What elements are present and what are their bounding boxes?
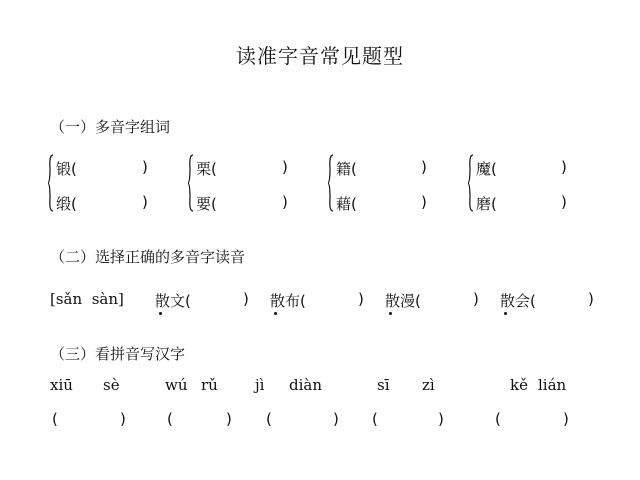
word-4: 散会( — [500, 292, 536, 310]
pinyin-syllable: sī — [377, 376, 390, 394]
word-1-close: ) — [243, 290, 249, 308]
pinyin-syllable: lián — [538, 376, 567, 394]
pinyin-syllable: zì — [422, 376, 435, 394]
pinyin-syllable: kě — [510, 376, 528, 394]
pinyin-syllable: jì — [255, 376, 265, 394]
group-3-top-close: ) — [421, 158, 427, 176]
pinyin-syllable: wú — [165, 376, 188, 394]
answer-paren-open: ( — [266, 410, 272, 428]
emphasis-dot — [389, 312, 392, 315]
group-3-bottom: 藉( — [336, 195, 357, 213]
pinyin-syllable: diàn — [289, 376, 323, 394]
answer-paren-close: ) — [438, 410, 444, 428]
pinyin-syllable: xiū — [50, 376, 73, 394]
group-2-bottom: 要( — [196, 195, 217, 213]
answer-paren-close: ) — [226, 410, 232, 428]
section-heading-1: （一）多音字组词 — [50, 118, 171, 136]
group-2-top: 栗( — [196, 160, 217, 178]
emphasis-dot — [274, 312, 277, 315]
emphasis-dot — [159, 312, 162, 315]
brace-icon — [48, 154, 54, 212]
page-title: 读准字音常见题型 — [236, 44, 404, 68]
answer-paren-close: ) — [563, 410, 569, 428]
group-3-top: 籍( — [336, 160, 357, 178]
group-2-top-close: ) — [282, 158, 288, 176]
group-2-bottom-close: ) — [282, 193, 288, 211]
answer-paren-close: ) — [120, 410, 126, 428]
word-3: 散漫( — [385, 292, 421, 310]
word-2: 散布( — [270, 292, 306, 310]
word-4-close: ) — [588, 290, 594, 308]
brace-icon — [188, 154, 194, 212]
answer-paren-open: ( — [167, 410, 173, 428]
group-4-top-close: ) — [561, 158, 567, 176]
section-heading-3: （三）看拼音写汉字 — [50, 345, 186, 363]
answer-paren-open: ( — [495, 410, 501, 428]
group-4-bottom-close: ) — [561, 193, 567, 211]
answer-paren-close: ) — [333, 410, 339, 428]
group-3-bottom-close: ) — [421, 193, 427, 211]
brace-icon — [468, 154, 474, 212]
word-3-close: ) — [473, 290, 479, 308]
answer-paren-open: ( — [372, 410, 378, 428]
answer-paren-open: ( — [52, 410, 58, 428]
brace-icon — [328, 154, 334, 212]
section-heading-2: （二）选择正确的多音字读音 — [50, 248, 246, 266]
group-1-bottom: 缎( — [56, 195, 77, 213]
pinyin-syllable: sè — [103, 376, 120, 394]
group-1-top-close: ) — [142, 158, 148, 176]
pinyin-options: [sǎn sàn] — [50, 290, 124, 308]
word-1: 散文( — [155, 292, 191, 310]
word-2-close: ) — [358, 290, 364, 308]
emphasis-dot — [504, 312, 507, 315]
group-1-top: 锻( — [56, 160, 77, 178]
group-1-bottom-close: ) — [142, 193, 148, 211]
group-4-bottom: 磨( — [476, 195, 497, 213]
pinyin-syllable: rǔ — [201, 376, 218, 394]
group-4-top: 魔( — [476, 160, 497, 178]
